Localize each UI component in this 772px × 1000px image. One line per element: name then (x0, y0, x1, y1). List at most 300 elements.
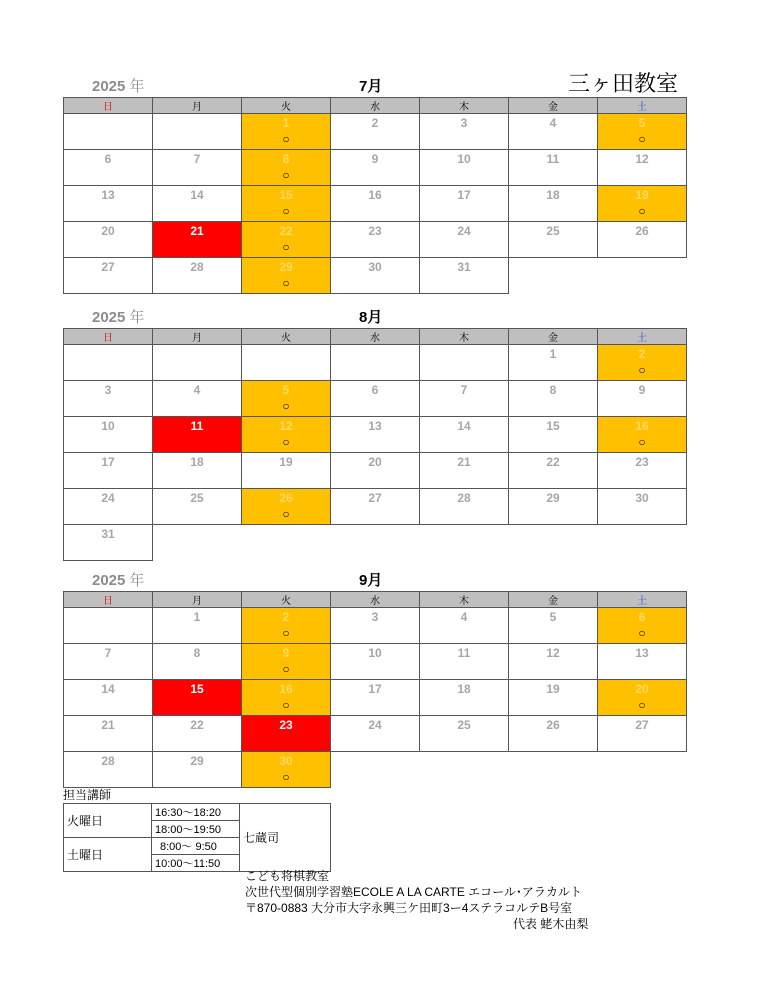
month-title: 8月 (359, 309, 383, 326)
weekday-header: 金 (509, 98, 598, 114)
day-number: 16 (635, 419, 649, 433)
day-number: 21 (457, 455, 471, 469)
day-cell (509, 680, 598, 716)
day-cell (242, 417, 331, 453)
day-number: 29 (546, 491, 560, 505)
day-number: 24 (457, 224, 471, 238)
time-slot: 10:00～11:50 (152, 855, 240, 872)
footer-address: 〒870-0883 大分市大字永興三ケ田町3ー4ステラコルテB号室 (245, 901, 573, 915)
day-number (64, 345, 152, 346)
day-number: 10 (368, 646, 382, 660)
day-number: 8 (549, 383, 557, 397)
month-header (63, 298, 686, 328)
day-number: 2 (371, 116, 379, 130)
lesson-marker: ○ (282, 698, 290, 712)
day-cell (242, 114, 331, 150)
blank-cell (509, 752, 598, 788)
day-cell (242, 258, 331, 294)
day-number: 25 (457, 718, 471, 732)
lesson-marker: ○ (638, 363, 646, 377)
day-cell (509, 489, 598, 525)
footer-line: 次世代型個別学習塾ECOLE A LA CARTE エコール･アラカルト (245, 885, 582, 899)
day-cell (242, 345, 331, 381)
day-number: 29 (190, 754, 204, 768)
day-cell (598, 345, 687, 381)
day-number: 15 (279, 188, 293, 202)
day-cell (420, 680, 509, 716)
day-cell (242, 716, 331, 752)
weekday-header-row (64, 329, 687, 345)
day-cell (64, 489, 153, 525)
day-number: 9 (282, 646, 290, 660)
calendar-grid (63, 591, 687, 788)
weekday-header: 水 (331, 592, 420, 608)
day-cell (331, 680, 420, 716)
day-number (64, 114, 152, 115)
calendar-grid (63, 97, 687, 294)
lesson-marker: ○ (282, 770, 290, 784)
day-number: 31 (101, 527, 115, 541)
day-cell (420, 258, 509, 294)
day-cell (420, 644, 509, 680)
time-slot: 18:00～19:50 (152, 821, 240, 838)
day-number: 21 (190, 224, 204, 238)
day-number: 14 (190, 188, 204, 202)
weekday-header: 月 (153, 98, 242, 114)
day-cell (598, 680, 687, 716)
day-number: 13 (368, 419, 382, 433)
day-number: 23 (279, 718, 293, 732)
staff-label: 担当講師 (63, 788, 112, 802)
week-row (64, 489, 687, 525)
day-cell (598, 608, 687, 644)
day-cell (242, 453, 331, 489)
day-cell (331, 222, 420, 258)
day-number: 15 (190, 682, 204, 696)
day-number: 16 (368, 188, 382, 202)
blank-cell (598, 752, 687, 788)
weekday-header: 土 (598, 98, 687, 114)
day-cell (509, 716, 598, 752)
lesson-marker: ○ (282, 399, 290, 413)
day-cell (509, 222, 598, 258)
calendar-grid (63, 328, 687, 561)
day-cell (598, 381, 687, 417)
day-cell (509, 186, 598, 222)
day-number: 27 (101, 260, 115, 274)
day-number: 19 (635, 188, 649, 202)
day-cell (64, 114, 153, 150)
day-number: 18 (546, 188, 560, 202)
day-number: 4 (460, 610, 468, 624)
day-cell (509, 114, 598, 150)
day-cell (242, 752, 331, 788)
month-title: 9月 (359, 572, 383, 589)
day-number: 3 (371, 610, 379, 624)
day-cell (331, 489, 420, 525)
day-cell (598, 489, 687, 525)
day-number: 12 (635, 152, 649, 166)
day-cell (598, 222, 687, 258)
day-number: 10 (457, 152, 471, 166)
weekday-header: 木 (420, 98, 509, 114)
weekday-header: 日 (64, 592, 153, 608)
day-cell (598, 186, 687, 222)
calendar-september (63, 561, 686, 788)
week-row (64, 608, 687, 644)
lesson-marker: ○ (282, 435, 290, 449)
day-cell (331, 716, 420, 752)
year-label: 2025 年 (92, 309, 145, 326)
footer-info (245, 868, 588, 932)
day-cell (420, 489, 509, 525)
day-cell (242, 608, 331, 644)
day-number: 8 (282, 152, 290, 166)
day-cell (64, 716, 153, 752)
day-number: 26 (279, 491, 293, 505)
day-number: 16 (279, 682, 293, 696)
lesson-marker: ○ (282, 204, 290, 218)
week-row (64, 716, 687, 752)
lesson-marker: ○ (282, 132, 290, 146)
day-cell (598, 150, 687, 186)
day-number: 25 (190, 491, 204, 505)
blank-cell (598, 525, 687, 561)
day-cell (153, 716, 242, 752)
blank-cell (509, 525, 598, 561)
day-cell (331, 644, 420, 680)
day-cell (331, 608, 420, 644)
day-number (331, 345, 419, 346)
day-number: 23 (635, 455, 649, 469)
day-cell (598, 417, 687, 453)
weekday-header: 木 (420, 329, 509, 345)
day-number: 7 (460, 383, 468, 397)
day-cell (153, 222, 242, 258)
time-slot: 16:30～18:20 (152, 804, 240, 821)
weekday-header: 土 (598, 329, 687, 345)
weekday-header: 火 (242, 329, 331, 345)
weekday-header: 金 (509, 592, 598, 608)
day-number: 18 (457, 682, 471, 696)
day-number: 8 (193, 646, 201, 660)
day-cell (509, 345, 598, 381)
day-number: 1 (282, 116, 290, 130)
day-cell (509, 453, 598, 489)
lesson-marker: ○ (638, 626, 646, 640)
lesson-marker: ○ (282, 168, 290, 182)
day-cell (420, 222, 509, 258)
day-cell (420, 345, 509, 381)
day-number: 11 (457, 646, 471, 660)
calendar-july (63, 67, 686, 294)
day-cell (242, 680, 331, 716)
day-number: 30 (635, 491, 649, 505)
day-number: 31 (457, 260, 471, 274)
day-cell (153, 644, 242, 680)
week-row (64, 150, 687, 186)
day-cell (420, 150, 509, 186)
day-number: 14 (101, 682, 115, 696)
day-number (420, 345, 508, 346)
day-cell (153, 453, 242, 489)
day-number: 22 (190, 718, 204, 732)
day-cell (153, 150, 242, 186)
day-cell (64, 608, 153, 644)
day-number: 30 (368, 260, 382, 274)
weekday-header: 火 (242, 592, 331, 608)
week-row (64, 114, 687, 150)
day-cell (64, 417, 153, 453)
day-number: 2 (282, 610, 290, 624)
weekday-header: 水 (331, 329, 420, 345)
blank-cell (153, 525, 242, 561)
day-cell (509, 417, 598, 453)
day-number: 7 (104, 646, 112, 660)
month-header (63, 67, 686, 97)
day-number: 20 (635, 682, 649, 696)
day-number: 11 (190, 419, 204, 433)
day-number: 2 (638, 347, 646, 361)
day-saturday: 土曜日 (64, 838, 152, 872)
day-number: 17 (457, 188, 471, 202)
lesson-marker: ○ (282, 626, 290, 640)
day-cell (331, 186, 420, 222)
month-title: 7月 (359, 78, 383, 95)
day-number: 24 (101, 491, 115, 505)
day-number: 21 (101, 718, 115, 732)
day-cell (242, 150, 331, 186)
day-number: 20 (368, 455, 382, 469)
day-number: 23 (368, 224, 382, 238)
day-cell (242, 222, 331, 258)
day-cell (153, 608, 242, 644)
day-number: 17 (101, 455, 115, 469)
day-number: 27 (635, 718, 649, 732)
day-number: 7 (193, 152, 201, 166)
blank-cell (420, 525, 509, 561)
day-number: 22 (279, 224, 293, 238)
week-row (64, 186, 687, 222)
day-number: 17 (368, 682, 382, 696)
week-row (64, 752, 687, 788)
day-cell (509, 644, 598, 680)
day-number: 29 (279, 260, 293, 274)
week-row (64, 222, 687, 258)
day-number: 9 (638, 383, 646, 397)
day-number: 10 (101, 419, 115, 433)
day-cell (331, 114, 420, 150)
day-cell (64, 345, 153, 381)
day-number: 22 (546, 455, 560, 469)
day-cell (153, 258, 242, 294)
blank-cell (509, 258, 598, 294)
footer-representative: 代表 蛯木由梨 (513, 917, 589, 931)
blank-cell (242, 525, 331, 561)
day-number: 26 (635, 224, 649, 238)
weekday-header: 月 (153, 592, 242, 608)
day-number: 13 (101, 188, 115, 202)
day-number: 5 (638, 116, 646, 130)
day-cell (242, 644, 331, 680)
weekday-header: 土 (598, 592, 687, 608)
weekday-header: 日 (64, 329, 153, 345)
lesson-marker: ○ (638, 204, 646, 218)
day-cell (64, 222, 153, 258)
week-row (64, 453, 687, 489)
day-number: 28 (190, 260, 204, 274)
lesson-marker: ○ (282, 276, 290, 290)
day-cell (64, 644, 153, 680)
day-number: 27 (368, 491, 382, 505)
day-number: 12 (279, 419, 293, 433)
day-cell (509, 150, 598, 186)
day-cell (331, 417, 420, 453)
day-cell (420, 114, 509, 150)
blank-cell (331, 525, 420, 561)
day-cell (153, 381, 242, 417)
day-cell (153, 680, 242, 716)
calendar-august (63, 298, 686, 561)
footer-line: こども将棋教室 (245, 869, 330, 883)
week-row (64, 525, 687, 561)
weekday-header: 火 (242, 98, 331, 114)
day-number: 19 (279, 455, 293, 469)
day-number: 5 (549, 610, 557, 624)
day-number: 4 (193, 383, 201, 397)
day-cell (331, 453, 420, 489)
day-number: 28 (457, 491, 471, 505)
week-row (64, 345, 687, 381)
day-cell (64, 525, 153, 561)
week-row (64, 258, 687, 294)
day-cell (64, 381, 153, 417)
weekday-header: 日 (64, 98, 153, 114)
day-cell (64, 150, 153, 186)
day-cell (598, 453, 687, 489)
day-cell (598, 716, 687, 752)
day-number: 3 (104, 383, 112, 397)
weekday-header-row (64, 98, 687, 114)
day-number: 11 (546, 152, 560, 166)
day-cell (153, 417, 242, 453)
day-cell (420, 716, 509, 752)
day-cell (64, 186, 153, 222)
blank-cell (331, 752, 420, 788)
week-row (64, 381, 687, 417)
week-row (64, 417, 687, 453)
day-number: 15 (546, 419, 560, 433)
day-number: 13 (635, 646, 649, 660)
week-row (64, 680, 687, 716)
weekday-header: 木 (420, 592, 509, 608)
day-cell (153, 186, 242, 222)
lesson-marker: ○ (638, 132, 646, 146)
day-cell (153, 114, 242, 150)
day-number: 20 (101, 224, 115, 238)
day-cell (420, 608, 509, 644)
day-cell (598, 644, 687, 680)
day-cell (509, 608, 598, 644)
day-cell (420, 381, 509, 417)
staff-schedule (63, 788, 331, 872)
day-cell (331, 150, 420, 186)
day-cell (242, 381, 331, 417)
day-number: 5 (282, 383, 290, 397)
day-number: 19 (546, 682, 560, 696)
year-label: 2025 年 (92, 572, 145, 589)
lesson-marker: ○ (282, 662, 290, 676)
day-number: 14 (457, 419, 471, 433)
day-cell (331, 345, 420, 381)
school-name: 三ヶ田教室 (568, 71, 679, 96)
day-number: 4 (549, 116, 557, 130)
day-number: 26 (546, 718, 560, 732)
day-number: 1 (193, 610, 201, 624)
weekday-header: 月 (153, 329, 242, 345)
day-cell (64, 752, 153, 788)
day-number: 3 (460, 116, 468, 130)
day-number: 18 (190, 455, 204, 469)
blank-cell (598, 258, 687, 294)
day-number: 30 (279, 754, 293, 768)
day-cell (64, 258, 153, 294)
table-row (64, 804, 331, 821)
day-cell (242, 489, 331, 525)
day-cell (598, 114, 687, 150)
week-row (64, 644, 687, 680)
weekday-header: 金 (509, 329, 598, 345)
staff-table (63, 803, 331, 872)
lesson-marker: ○ (282, 507, 290, 521)
day-number (242, 345, 330, 346)
lesson-marker: ○ (282, 240, 290, 254)
lesson-marker: ○ (638, 435, 646, 449)
day-number: 6 (104, 152, 112, 166)
day-cell (420, 186, 509, 222)
day-cell (64, 453, 153, 489)
time-slot: 8:00～ 9:50 (152, 838, 240, 855)
day-number: 12 (546, 646, 560, 660)
day-number (64, 608, 152, 609)
day-tuesday: 火曜日 (64, 804, 152, 838)
day-number: 9 (371, 152, 379, 166)
day-number: 25 (546, 224, 560, 238)
month-header (63, 561, 686, 591)
day-number: 24 (368, 718, 382, 732)
year-label: 2025 年 (92, 78, 145, 95)
day-cell (331, 381, 420, 417)
day-number: 28 (101, 754, 115, 768)
lesson-marker: ○ (638, 698, 646, 712)
day-cell (509, 381, 598, 417)
day-number: 6 (638, 610, 646, 624)
day-number: 1 (549, 347, 557, 361)
day-cell (153, 345, 242, 381)
weekday-header-row (64, 592, 687, 608)
day-cell (242, 186, 331, 222)
day-cell (153, 752, 242, 788)
day-cell (153, 489, 242, 525)
day-number (153, 114, 241, 115)
weekday-header: 水 (331, 98, 420, 114)
day-number: 6 (371, 383, 379, 397)
day-cell (64, 680, 153, 716)
day-cell (331, 258, 420, 294)
teacher-name: 七蔵司 (240, 804, 331, 872)
day-number (153, 345, 241, 346)
day-cell (420, 417, 509, 453)
